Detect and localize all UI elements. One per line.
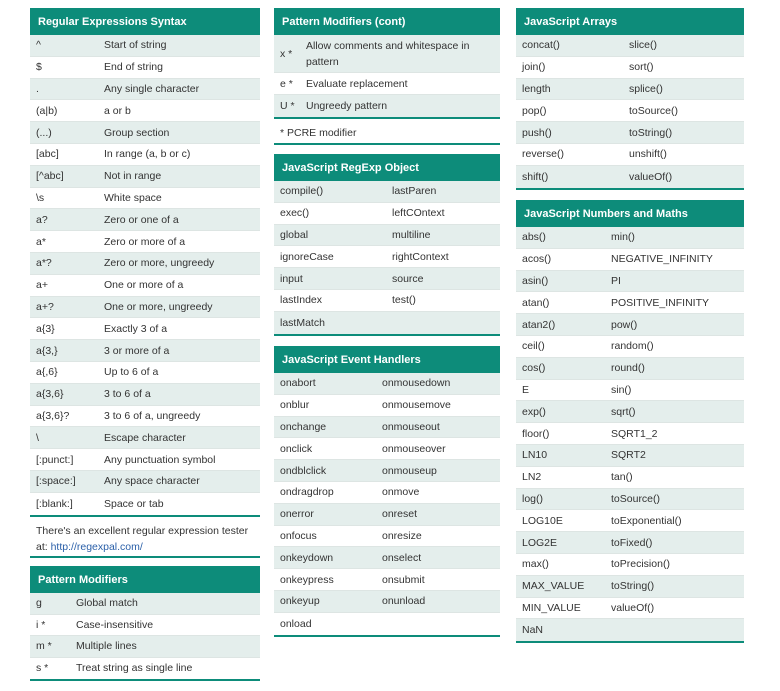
cell-key: (...)	[36, 126, 52, 139]
cell-value: onmove	[382, 486, 420, 499]
regexpal-link[interactable]: http://regexpal.com/	[50, 540, 143, 553]
regex-syntax-section	[30, 8, 260, 558]
cell-value: slice()	[629, 39, 657, 52]
pcre-note: * PCRE modifier	[274, 117, 500, 145]
cell-value: sort()	[629, 61, 654, 74]
cell-value: onmouseout	[382, 420, 440, 433]
cell-key: onabort	[280, 377, 316, 390]
cell-value: Evaluate replacement	[306, 77, 408, 90]
table-row	[516, 467, 744, 489]
cell-value: pow()	[611, 318, 638, 331]
cell-value: onresize	[382, 529, 422, 542]
cell-key: a{3,6}?	[36, 409, 70, 422]
cell-key: onblur	[280, 399, 310, 412]
cell-key: U *	[280, 100, 295, 112]
table-row	[274, 591, 500, 613]
table-row	[516, 122, 744, 144]
cell-key: shift()	[522, 170, 549, 183]
cell-value: toSource()	[611, 492, 661, 505]
table-row	[274, 438, 500, 460]
cell-value: onunload	[382, 595, 426, 608]
table-row	[30, 166, 260, 188]
cell-value: onsubmit	[382, 573, 425, 586]
cell-key: MIN_VALUE	[522, 601, 581, 614]
section-title: Regular Expressions Syntax	[30, 8, 260, 35]
cell-key: ceil()	[522, 340, 545, 353]
cell-value: Case-insensitive	[76, 618, 154, 631]
cell-value: POSITIVE_INFINITY	[611, 296, 710, 309]
pattern-modifiers-section	[30, 566, 260, 681]
table-row	[274, 35, 500, 73]
cell-value: Treat string as single line	[76, 662, 193, 675]
cell-key: [:punct:]	[36, 453, 74, 466]
table-row	[274, 504, 500, 526]
cell-key: LOG2E	[522, 536, 558, 549]
cell-value: rightContext	[392, 250, 449, 263]
table-row	[274, 225, 500, 247]
table-row	[516, 57, 744, 79]
table-row	[516, 336, 744, 358]
table-row	[274, 312, 500, 334]
table-row	[274, 246, 500, 268]
cell-key: .	[36, 82, 39, 95]
cell-key: a{3}	[36, 322, 55, 335]
table-row	[274, 417, 500, 439]
cell-value: round()	[611, 362, 645, 375]
regexp-object-list	[274, 181, 500, 336]
table-row	[30, 209, 260, 231]
regexp-object-section	[274, 154, 500, 336]
cell-key: compile()	[280, 185, 324, 198]
cell-value: White space	[104, 191, 162, 204]
section-title: JavaScript Arrays	[516, 8, 744, 35]
table-row	[274, 203, 500, 225]
table-row	[516, 292, 744, 314]
cell-value: lastParen	[392, 185, 437, 198]
cell-value: 3 to 6 of a	[104, 388, 151, 401]
cell-key: a+?	[36, 300, 54, 313]
table-row	[516, 227, 744, 249]
cell-value: multiline	[392, 228, 431, 241]
cell-value: Allow comments and whitespace in pattern	[306, 39, 470, 68]
table-row	[30, 100, 260, 122]
table-row	[274, 526, 500, 548]
cell-value: toString()	[611, 580, 655, 593]
cell-key: onfocus	[280, 529, 317, 542]
section-title: JavaScript Numbers and Maths	[516, 200, 744, 227]
table-row	[30, 297, 260, 319]
table-row	[274, 460, 500, 482]
section-title: Pattern Modifiers	[30, 566, 260, 593]
cell-key: LN10	[522, 449, 548, 462]
cell-key: asin()	[522, 274, 549, 287]
cell-key: a?	[36, 213, 48, 226]
cell-key: onkeyup	[280, 595, 320, 608]
regex-tester-note	[30, 517, 260, 558]
table-row	[516, 271, 744, 293]
cell-key: onkeydown	[280, 551, 334, 564]
pattern-modifiers-list	[30, 593, 260, 681]
cell-key: MAX_VALUE	[522, 580, 585, 593]
cell-value: Start of string	[104, 39, 167, 52]
cell-key: $	[36, 61, 42, 74]
cell-key: [:blank:]	[36, 497, 73, 510]
cell-value: source	[392, 272, 424, 285]
table-row	[274, 95, 500, 117]
cell-value: toExponential()	[611, 514, 682, 527]
table-row	[274, 547, 500, 569]
cell-key: ondblclick	[280, 464, 327, 477]
cell-key: log()	[522, 492, 544, 505]
numbers-maths-list	[516, 227, 744, 643]
cell-value: onmouseup	[382, 464, 437, 477]
table-row	[30, 57, 260, 79]
cell-value: random()	[611, 340, 654, 353]
table-row	[30, 253, 260, 275]
numbers-maths-section	[516, 200, 744, 643]
arrays-section	[516, 8, 744, 190]
cell-value: Zero or more of a	[104, 235, 186, 248]
cell-key: onclick	[280, 442, 313, 455]
cell-key: E	[522, 383, 530, 396]
cell-value: Not in range	[104, 170, 162, 183]
table-row	[516, 445, 744, 467]
table-row	[516, 358, 744, 380]
cell-key: onerror	[280, 508, 314, 521]
cell-value: onmouseover	[382, 442, 446, 455]
table-row	[30, 615, 260, 637]
arrays-list	[516, 35, 744, 190]
cell-value: Any space character	[104, 475, 200, 488]
cell-key: \	[36, 431, 39, 444]
cell-value: onmousemove	[382, 399, 451, 412]
cell-key: onchange	[280, 420, 327, 433]
cell-key: floor()	[522, 427, 550, 440]
cell-value: SQRT2	[611, 449, 646, 462]
cell-value: Zero or more, ungreedy	[104, 257, 215, 270]
cell-key: exec()	[280, 207, 310, 220]
cell-value: Any single character	[104, 82, 200, 95]
cell-key: cos()	[522, 362, 546, 375]
table-row	[30, 636, 260, 658]
cell-value: Space or tab	[104, 497, 164, 510]
event-handlers-list	[274, 373, 500, 637]
cell-value: toFixed()	[611, 536, 653, 549]
cell-key: [:space:]	[36, 475, 76, 488]
cell-key: join()	[522, 61, 546, 74]
cell-key: atan()	[522, 296, 550, 309]
cell-value: Any punctuation symbol	[104, 453, 216, 466]
table-row	[30, 471, 260, 493]
cell-value: valueOf()	[629, 170, 673, 183]
cell-key: pop()	[522, 104, 547, 117]
table-row	[274, 73, 500, 95]
cell-key: atan2()	[522, 318, 556, 331]
cell-value: 3 to 6 of a, ungreedy	[104, 409, 201, 422]
regex-syntax-list	[30, 35, 260, 517]
section-title: JavaScript Event Handlers	[274, 346, 500, 373]
cell-value: One or more, ungreedy	[104, 300, 213, 313]
cell-value: onselect	[382, 551, 422, 564]
cell-value: Group section	[104, 126, 170, 139]
cell-key: ondragdrop	[280, 486, 334, 499]
table-row	[516, 510, 744, 532]
table-row	[30, 275, 260, 297]
table-row	[516, 166, 744, 188]
event-handlers-section	[274, 346, 500, 637]
cell-key: a*	[36, 235, 46, 248]
table-row	[274, 482, 500, 504]
cell-key: length	[522, 82, 551, 95]
table-row	[30, 362, 260, 384]
table-row	[516, 35, 744, 57]
cell-value: toString()	[629, 126, 673, 139]
table-row	[516, 619, 744, 641]
cell-key: abs()	[522, 231, 546, 244]
table-row	[30, 188, 260, 210]
cell-value: sqrt()	[611, 405, 636, 418]
cell-value: unshift()	[629, 148, 667, 161]
cell-value: NEGATIVE_INFINITY	[611, 253, 713, 266]
cell-key: e *	[280, 77, 293, 90]
cell-key: reverse()	[522, 148, 565, 161]
section-title: JavaScript RegExp Object	[274, 154, 500, 181]
cell-key: m *	[36, 640, 52, 653]
table-row	[30, 318, 260, 340]
table-row	[30, 406, 260, 428]
table-row	[274, 569, 500, 591]
table-row	[30, 427, 260, 449]
cell-value: leftCOntext	[392, 207, 445, 220]
table-row	[516, 249, 744, 271]
cell-value: Exactly 3 of a	[104, 322, 168, 335]
cell-value: SQRT1_2	[611, 427, 658, 440]
table-row	[516, 489, 744, 511]
table-row	[274, 268, 500, 290]
table-row	[516, 401, 744, 423]
cell-key: NaN	[522, 624, 544, 637]
table-row	[30, 122, 260, 144]
cell-key: a{,6}	[36, 366, 58, 379]
table-row	[274, 373, 500, 395]
cell-key: max()	[522, 558, 549, 571]
cell-value: a or b	[104, 104, 131, 117]
cell-key: a+	[36, 279, 48, 292]
table-row	[30, 144, 260, 166]
cell-key: LN2	[522, 471, 542, 484]
cell-value: sin()	[611, 383, 632, 396]
cell-key: ^	[36, 39, 41, 52]
cell-value: valueOf()	[611, 601, 655, 614]
cell-key: acos()	[522, 253, 552, 266]
cell-key: [^abc]	[36, 170, 64, 183]
table-row	[274, 181, 500, 203]
cell-key: lastIndex	[280, 294, 323, 307]
cell-value: End of string	[104, 61, 163, 74]
cell-value: Multiple lines	[76, 640, 137, 653]
table-row	[30, 593, 260, 615]
cell-value: PI	[611, 274, 621, 287]
table-row	[516, 532, 744, 554]
cell-key: ignoreCase	[280, 250, 334, 263]
table-row	[30, 449, 260, 471]
table-row	[30, 340, 260, 362]
cell-key: a{3,6}	[36, 388, 64, 401]
table-row	[516, 554, 744, 576]
table-row	[30, 231, 260, 253]
table-row	[30, 79, 260, 101]
cell-key: global	[280, 228, 309, 241]
table-row	[516, 314, 744, 336]
cell-value: Zero or one of a	[104, 213, 179, 226]
table-row	[30, 493, 260, 515]
cell-value: toPrecision()	[611, 558, 670, 571]
cell-key: a*?	[36, 257, 52, 270]
cell-key: a{3,}	[36, 344, 58, 357]
table-row	[516, 598, 744, 620]
cell-value: onmousedown	[382, 377, 451, 390]
cell-value: toSource()	[629, 104, 679, 117]
cell-value: 3 or more of a	[104, 344, 170, 357]
table-row	[274, 290, 500, 312]
table-row	[516, 144, 744, 166]
cell-value: Escape character	[104, 431, 186, 444]
cell-key: g	[36, 597, 42, 610]
cell-value: onreset	[382, 508, 418, 521]
table-row	[30, 35, 260, 57]
table-row	[274, 395, 500, 417]
table-row	[516, 423, 744, 445]
cell-value: Up to 6 of a	[104, 366, 159, 379]
table-row	[516, 79, 744, 101]
table-row	[516, 576, 744, 598]
table-row	[30, 658, 260, 680]
cell-key: onload	[280, 617, 312, 630]
cell-key: push()	[522, 126, 552, 139]
cell-key: i *	[36, 618, 46, 631]
cell-value: In range (a, b or c)	[104, 148, 191, 161]
cell-key: concat()	[522, 39, 560, 52]
cell-key: \s	[36, 191, 45, 204]
cell-key: x *	[280, 47, 293, 60]
cell-value: Global match	[76, 597, 138, 610]
cell-key: onkeypress	[280, 573, 334, 586]
cell-key: s *	[36, 662, 49, 675]
cell-value: tan()	[611, 471, 633, 484]
cell-key: [abc]	[36, 148, 59, 161]
table-row	[274, 613, 500, 635]
cell-value: min()	[611, 231, 635, 244]
cell-key: input	[280, 272, 303, 285]
table-row	[30, 384, 260, 406]
cell-value: splice()	[629, 82, 663, 95]
table-row	[516, 100, 744, 122]
cell-value: test()	[392, 294, 416, 307]
cell-key: lastMatch	[280, 316, 325, 329]
note-text: There's an excellent regular expression tester at:	[36, 524, 249, 553]
section-title: Pattern Modifiers (cont)	[274, 8, 500, 35]
cell-key: exp()	[522, 405, 546, 418]
cell-key: LOG10E	[522, 514, 563, 527]
cell-key: (a|b)	[36, 104, 58, 117]
table-row	[516, 380, 744, 402]
pattern-modifiers-cont-list	[274, 35, 500, 117]
pattern-modifiers-cont-section	[274, 8, 500, 145]
cell-value: One or more of a	[104, 279, 184, 292]
cell-value: Ungreedy pattern	[306, 100, 388, 112]
